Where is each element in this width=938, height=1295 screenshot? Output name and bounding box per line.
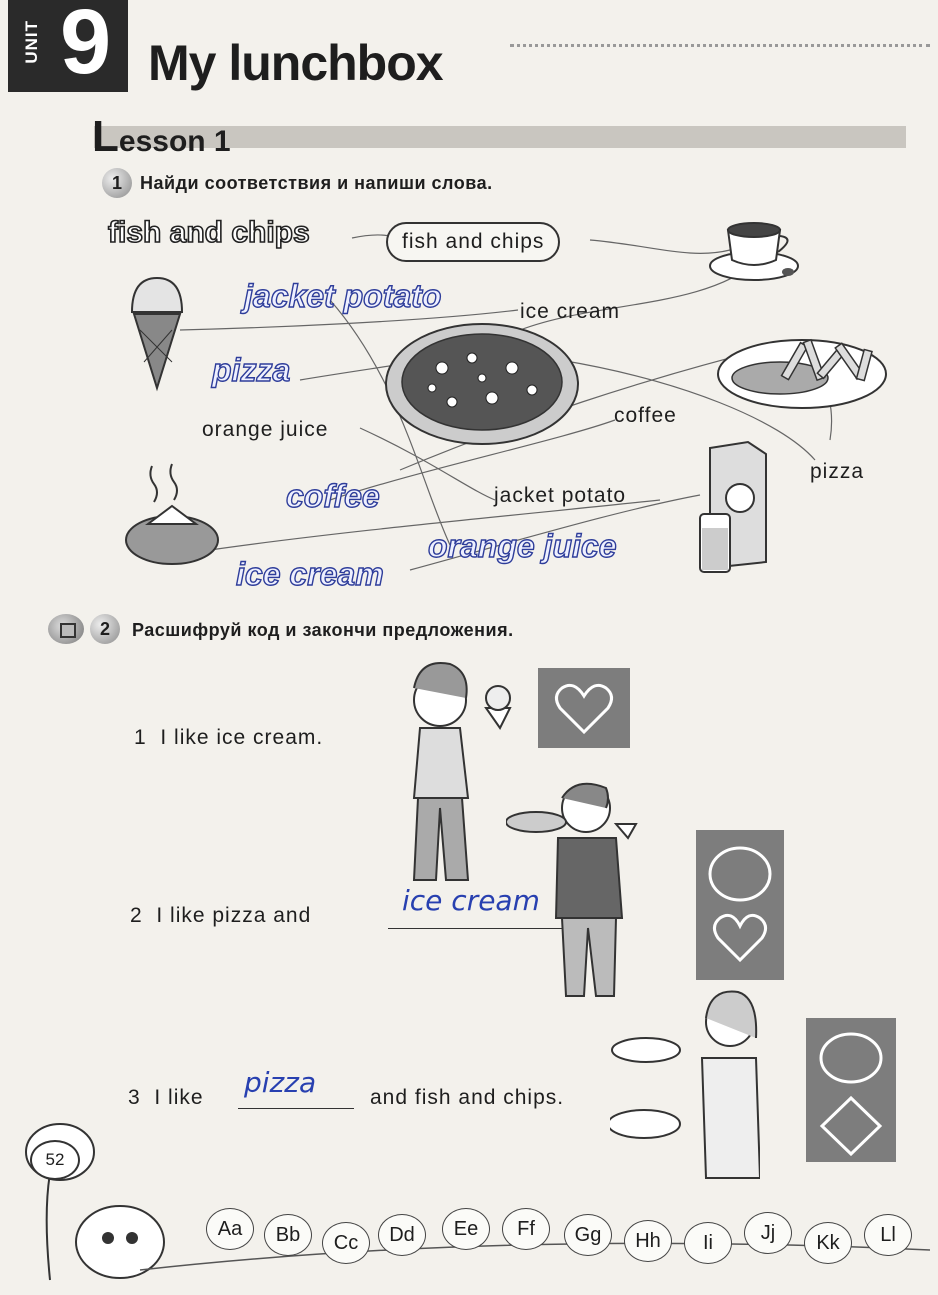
written-word-orange-juice: orange juice <box>428 528 617 564</box>
sentence-1-text: I like ice cream. <box>160 726 324 749</box>
alphabet-letter-ii: Ii <box>684 1222 732 1264</box>
sentence-2 <box>130 904 311 928</box>
alphabet-letter-ll: Ll <box>864 1214 912 1256</box>
unit-label: UNIT <box>22 20 41 64</box>
audio-cd-icon <box>48 614 84 644</box>
jacket-potato-icon <box>122 462 222 572</box>
outlined-word-fish-and-chips: fish and chips <box>108 216 310 249</box>
sentence-3-number: 3 <box>128 1086 141 1109</box>
fish-and-chips-plate-icon <box>710 322 888 414</box>
alphabet-letter-cc: Cc <box>322 1222 370 1264</box>
exercise-1-number: 1 <box>102 168 132 198</box>
written-word-ice-cream: ice cream <box>236 556 384 592</box>
exercise-2-number: 2 <box>90 614 120 644</box>
alphabet-letter-hh: Hh <box>624 1220 672 1262</box>
heart-icon <box>714 915 765 960</box>
written-word-jacket-potato: jacket potato <box>244 278 442 314</box>
circle-icon <box>710 848 770 900</box>
alphabet-letter-aa: Aa <box>206 1208 254 1250</box>
heart-icon <box>538 668 630 748</box>
word-jacket-potato: jacket potato <box>494 484 627 507</box>
page-title: My lunchbox <box>148 35 443 91</box>
sentence-3 <box>128 1086 204 1110</box>
alphabet-letter-ee: Ee <box>442 1208 490 1250</box>
page-number: 52 <box>30 1140 80 1180</box>
lesson-initial: L <box>92 112 119 161</box>
sentence-2-text: I like pizza and <box>156 904 312 927</box>
circle-icon <box>821 1034 881 1082</box>
alphabet-letter-kk: Kk <box>804 1222 852 1264</box>
sentence-1-number: 1 <box>134 726 147 749</box>
code-card-2 <box>696 830 784 980</box>
unit-number: 9 <box>60 0 112 93</box>
sentence-3-answer: pizza <box>244 1066 317 1099</box>
alphabet-letter-jj: Jj <box>744 1212 792 1254</box>
exercise-2-instruction: Расшифруй код и закончи предложения. <box>132 620 514 640</box>
boy-with-pizza-illustration <box>506 768 666 1008</box>
ice-cream-icon <box>124 272 190 392</box>
word-pizza: pizza <box>810 460 865 483</box>
exercise-1-instruction: Найди соответствия и напиши слова. <box>140 173 493 193</box>
lesson-rest: esson 1 <box>118 125 231 158</box>
written-word-coffee: coffee <box>286 478 380 514</box>
word-coffee: coffee <box>614 404 677 427</box>
pill-word-fish-and-chips: fish and chips <box>386 222 560 262</box>
alphabet-letter-dd: Dd <box>378 1214 426 1256</box>
sentence-3-before: I like <box>154 1086 204 1109</box>
alphabet-letter-gg: Gg <box>564 1214 612 1256</box>
sentence-3-blank[interactable] <box>238 1066 354 1109</box>
sentence-2-answer: ice cream <box>402 884 540 917</box>
coffee-cup-icon <box>706 208 802 284</box>
sentence-1 <box>134 726 323 750</box>
sentence-3-after: and fish and chips. <box>370 1086 565 1109</box>
pizza-icon <box>382 318 582 448</box>
code-card-1 <box>538 668 630 748</box>
word-ice-cream: ice cream <box>520 300 621 323</box>
alphabet-letter-ff: Ff <box>502 1208 550 1250</box>
word-orange-juice: orange juice <box>202 418 329 441</box>
juice-carton-icon <box>696 438 776 578</box>
alphabet-letter-bb: Bb <box>264 1214 312 1256</box>
written-word-pizza: pizza <box>212 352 291 388</box>
sentence-2-number: 2 <box>130 904 143 927</box>
